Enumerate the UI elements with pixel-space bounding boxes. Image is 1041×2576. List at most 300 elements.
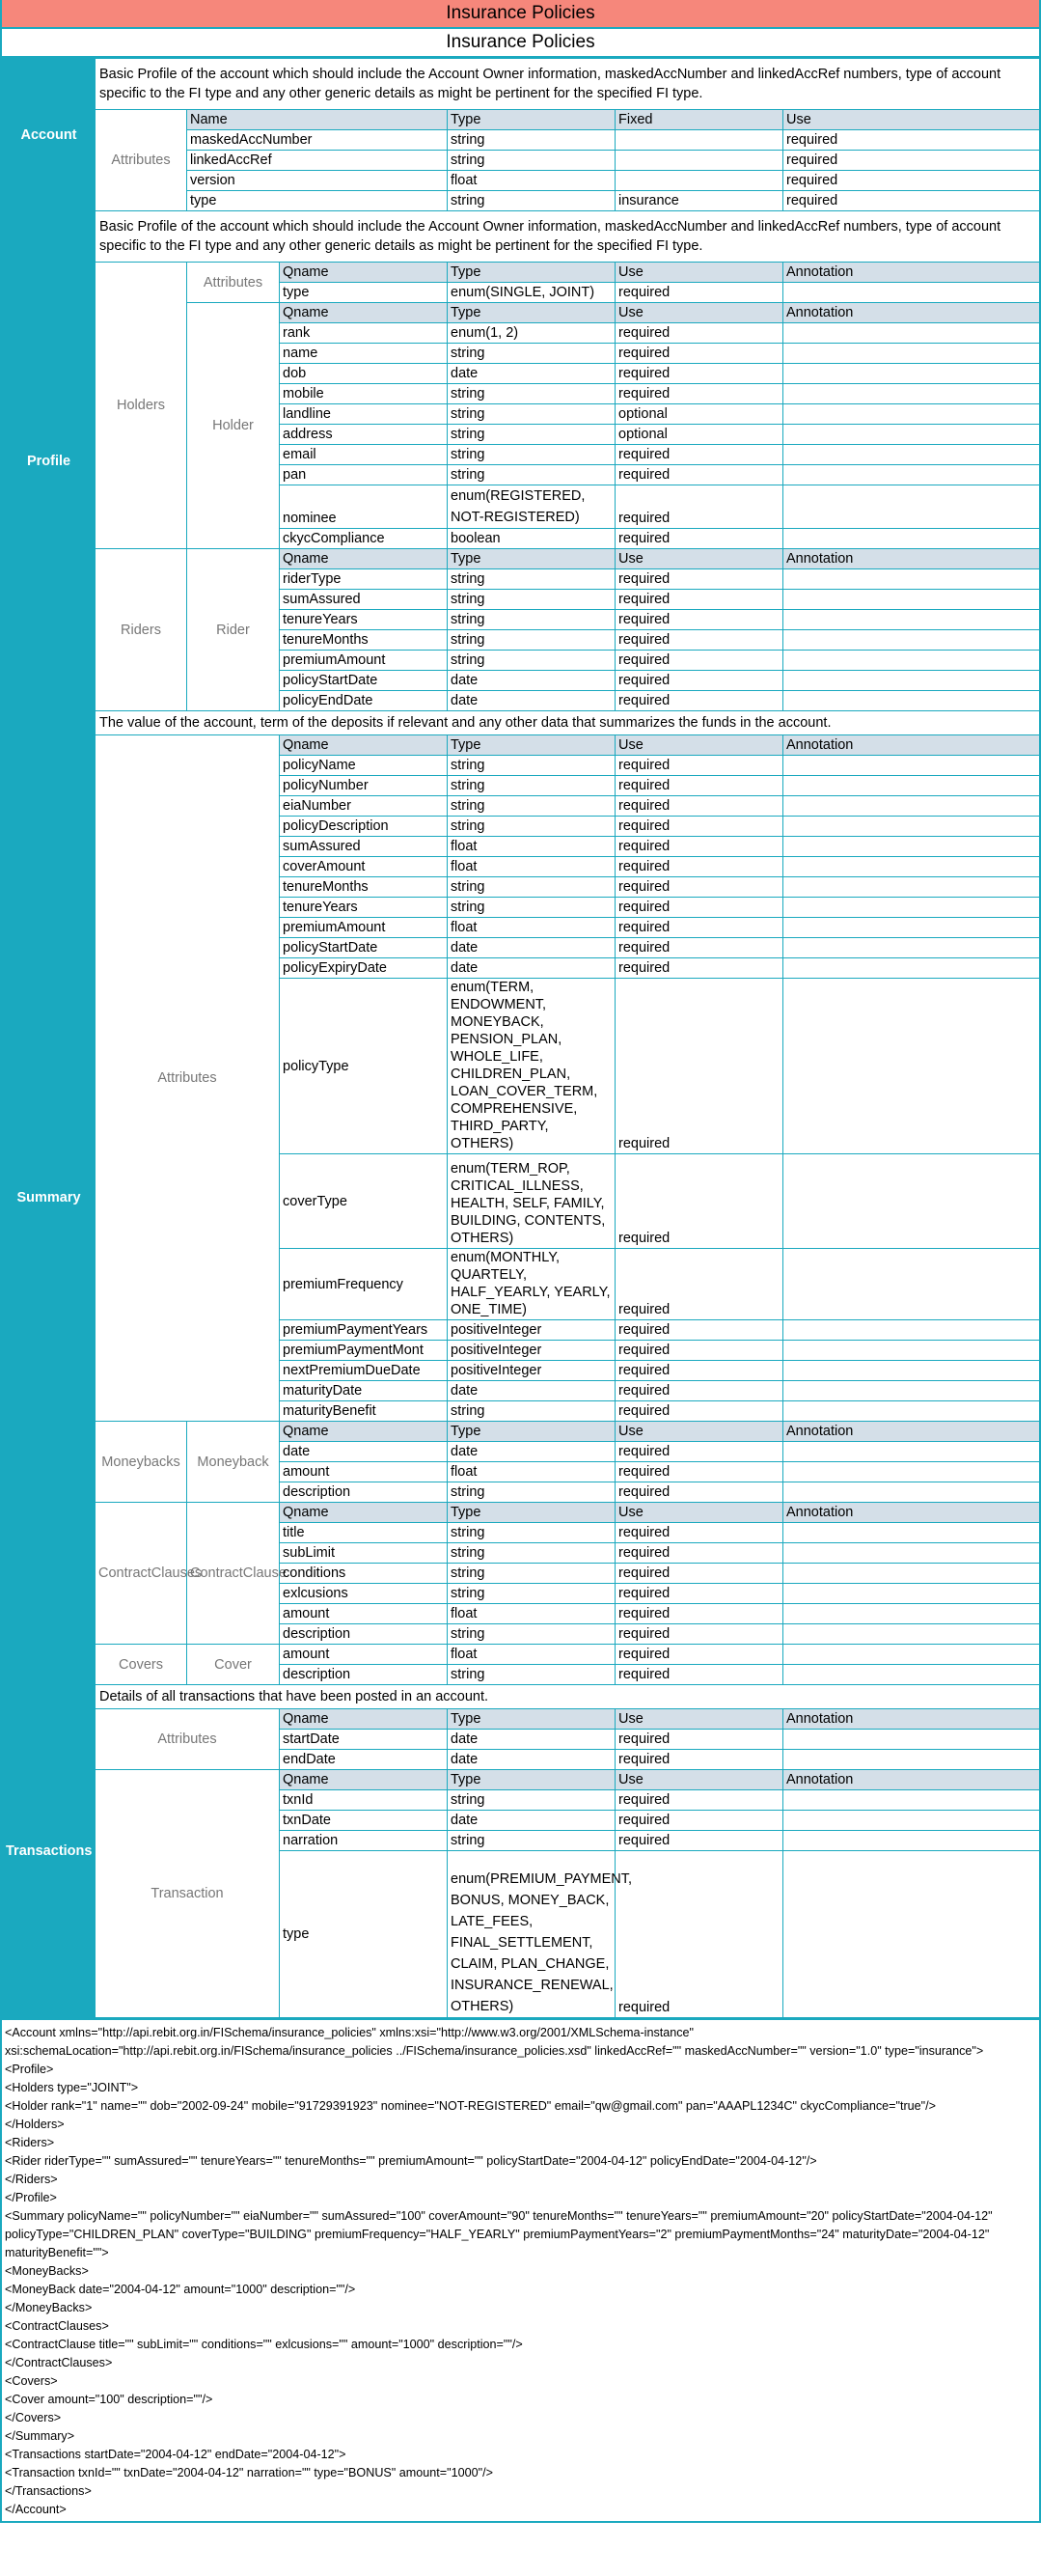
column-header-name: Qname <box>280 1709 448 1730</box>
attribute-type: date <box>448 1381 616 1401</box>
column-header-name: Qname <box>280 303 448 323</box>
attribute-name: name <box>280 344 448 364</box>
column-header-type: Type <box>448 549 616 569</box>
attribute-annotation <box>783 610 1040 630</box>
attribute-use: required <box>616 671 783 691</box>
table-row <box>3 1685 1040 1709</box>
attribute-name: sumAssured <box>280 590 448 610</box>
attribute-name: amount <box>280 1645 448 1665</box>
attribute-type: string <box>448 191 616 211</box>
attribute-use: required <box>616 1320 783 1341</box>
xml-line: </Transactions> <box>5 2484 92 2498</box>
table-row <box>3 549 1040 569</box>
column-header-type: Type <box>448 110 616 130</box>
attribute-name: tenureYears <box>280 898 448 918</box>
attribute-name: maturityDate <box>280 1381 448 1401</box>
attribute-name: maturityBenefit <box>280 1401 448 1422</box>
attribute-use: required <box>616 344 783 364</box>
attribute-annotation <box>783 465 1040 485</box>
attribute-type: string <box>448 1401 616 1422</box>
xml-line: </MoneyBacks> <box>5 2301 93 2314</box>
attribute-use: required <box>616 1624 783 1645</box>
attribute-type: date <box>448 1442 616 1462</box>
attribute-use: required <box>616 979 783 1154</box>
attribute-annotation <box>783 1730 1040 1750</box>
attribute-use: required <box>616 958 783 979</box>
attribute-use: required <box>616 445 783 465</box>
attribute-type: string <box>448 1790 616 1811</box>
attribute-use: required <box>616 1584 783 1604</box>
attribute-name: description <box>280 1624 448 1645</box>
attribute-use: optional <box>616 404 783 425</box>
attribute-name: premiumPaymentYears <box>280 1320 448 1341</box>
attribute-type: string <box>448 776 616 796</box>
attribute-name: conditions <box>280 1564 448 1584</box>
attribute-type: string <box>448 1564 616 1584</box>
attribute-type: string <box>448 877 616 898</box>
section-transactions: Transactions <box>3 1685 96 2018</box>
attribute-annotation <box>783 529 1040 549</box>
attribute-use: required <box>616 1851 783 2018</box>
table-row <box>3 735 1040 756</box>
attribute-annotation <box>783 344 1040 364</box>
column-header-type: Type <box>448 1709 616 1730</box>
attribute-name: premiumAmount <box>280 918 448 938</box>
transaction-label: Transaction <box>96 1770 280 2018</box>
xml-line: <MoneyBack date="2004-04-12" amount="1000" description=""/> <box>5 2283 356 2296</box>
attribute-use: required <box>616 465 783 485</box>
attribute-use: required <box>616 1482 783 1503</box>
attribute-use: required <box>616 1730 783 1750</box>
column-header-name: Qname <box>280 263 448 283</box>
attribute-annotation <box>783 1645 1040 1665</box>
attribute-use: required <box>616 1564 783 1584</box>
attribute-name: tenureMonths <box>280 877 448 898</box>
column-header-use: Use <box>616 263 783 283</box>
attribute-use: required <box>616 1154 783 1249</box>
attribute-name: riderType <box>280 569 448 590</box>
attribute-annotation <box>783 877 1040 898</box>
xml-line: <Account xmlns="http://api.rebit.org.in/FISchema/insurance_policies" xmlns:xsi="http://www.w3.org/2001/XMLSchema-instance" xsi:schemaLocation="http://api.rebit.org.in/FISchema/insurance_policies ../FISchema/insurance_policies.xsd" linkedAccRef="" maskedAccNumber="" version="1.0" type="insurance"> <box>5 2026 984 2058</box>
attribute-name: eiaNumber <box>280 796 448 817</box>
attribute-type: string <box>448 1665 616 1685</box>
attribute-name: txnDate <box>280 1811 448 1831</box>
attribute-name: rank <box>280 323 448 344</box>
attribute-annotation <box>783 1831 1040 1851</box>
attribute-annotation <box>783 1750 1040 1770</box>
attribute-type: float <box>448 1604 616 1624</box>
column-header-annotation: Annotation <box>783 1422 1040 1442</box>
attribute-type: enum(PREMIUM_PAYMENT, BONUS, MONEY_BACK, LATE_FEES, FINAL_SETTLEMENT, CLAIM, PLAN_CHANGE, INSURANCE_RENEWAL, OTHERS) <box>448 1851 616 2018</box>
attribute-annotation <box>783 1381 1040 1401</box>
attribute-name: exlcusions <box>280 1584 448 1604</box>
table-row <box>3 1645 1040 1665</box>
attribute-name: policyEndDate <box>280 691 448 711</box>
attribute-annotation <box>783 1361 1040 1381</box>
xml-line: </Profile> <box>5 2191 57 2204</box>
column-header-type: Type <box>448 303 616 323</box>
attribute-use: required <box>783 191 1040 211</box>
attribute-name: type <box>280 1851 448 2018</box>
attribute-annotation <box>783 918 1040 938</box>
attribute-use: required <box>616 691 783 711</box>
attribute-type: enum(1, 2) <box>448 323 616 344</box>
attribute-name: tenureYears <box>280 610 448 630</box>
attribute-use: required <box>616 817 783 837</box>
attribute-annotation <box>783 1564 1040 1584</box>
rider-label: Rider <box>187 549 280 711</box>
attribute-name: description <box>280 1665 448 1685</box>
attribute-type: string <box>448 384 616 404</box>
attribute-type: string <box>448 651 616 671</box>
attribute-use: required <box>616 1665 783 1685</box>
attribute-type: float <box>448 171 616 191</box>
schema-table <box>2 58 1040 2018</box>
attribute-annotation <box>783 1320 1040 1341</box>
table-row <box>3 110 1040 130</box>
attribute-type: string <box>448 445 616 465</box>
table-row <box>3 211 1040 263</box>
moneybacks-label: Moneybacks <box>96 1422 187 1503</box>
attribute-annotation <box>783 569 1040 590</box>
section-description: Basic Profile of the account which should include the Account Owner information, maskedAccNumber and linkedAccRef numbers, type of account specific to the FI type and any other generic details as might be pertinent for the specified FI type. <box>96 211 1040 263</box>
attribute-use: required <box>616 1442 783 1462</box>
attribute-use: required <box>616 1645 783 1665</box>
attribute-type: date <box>448 938 616 958</box>
attribute-type: string <box>448 425 616 445</box>
attribute-name: dob <box>280 364 448 384</box>
attribute-type: enum(MONTHLY, QUARTELY, HALF_YEARLY, YEARLY, ONE_TIME) <box>448 1249 616 1320</box>
attribute-name: version <box>187 171 448 191</box>
column-header-name: Name <box>187 110 448 130</box>
attribute-type: string <box>448 465 616 485</box>
column-header-fixed: Fixed <box>616 110 783 130</box>
attribute-type: date <box>448 958 616 979</box>
column-header-use: Use <box>616 549 783 569</box>
column-header-name: Qname <box>280 549 448 569</box>
attribute-annotation <box>783 671 1040 691</box>
attribute-use: required <box>616 1462 783 1482</box>
attribute-type: string <box>448 796 616 817</box>
attribute-annotation <box>783 938 1040 958</box>
attribute-type: string <box>448 569 616 590</box>
attribute-annotation <box>783 1851 1040 2018</box>
attribute-name: nextPremiumDueDate <box>280 1361 448 1381</box>
attribute-use: required <box>616 610 783 630</box>
xml-line: </ContractClauses> <box>5 2356 113 2369</box>
attribute-type: string <box>448 590 616 610</box>
attribute-use: required <box>616 485 783 529</box>
column-header-type: Type <box>448 735 616 756</box>
xml-sample <box>2 2018 1039 2521</box>
attribute-use: required <box>616 590 783 610</box>
attribute-type: enum(REGISTERED, NOT-REGISTERED) <box>448 485 616 529</box>
attribute-annotation <box>783 817 1040 837</box>
attribute-name: policyNumber <box>280 776 448 796</box>
attribute-name: address <box>280 425 448 445</box>
xml-line: <MoneyBacks> <box>5 2264 89 2278</box>
attribute-name: policyDescription <box>280 817 448 837</box>
attribute-annotation <box>783 1442 1040 1462</box>
attribute-type: positiveInteger <box>448 1361 616 1381</box>
attributes-label: Attributes <box>187 263 280 303</box>
holder-label: Holder <box>187 303 280 549</box>
attribute-use: required <box>616 1831 783 1851</box>
attribute-type: float <box>448 857 616 877</box>
attribute-annotation <box>783 898 1040 918</box>
attribute-annotation <box>783 651 1040 671</box>
column-header-use: Use <box>616 1770 783 1790</box>
attribute-type: string <box>448 1482 616 1503</box>
column-header-annotation: Annotation <box>783 549 1040 569</box>
attribute-annotation <box>783 1341 1040 1361</box>
xml-line: <Holders type="JOINT"> <box>5 2081 139 2094</box>
attribute-type: string <box>448 817 616 837</box>
document-title: Insurance Policies <box>2 0 1039 27</box>
contractclauses-label: ContractClauses <box>96 1503 187 1645</box>
attribute-fixed: insurance <box>616 191 783 211</box>
attribute-name: premiumFrequency <box>280 1249 448 1320</box>
attribute-type: float <box>448 1645 616 1665</box>
attribute-use: required <box>616 1341 783 1361</box>
xml-line: <Profile> <box>5 2063 54 2076</box>
attribute-annotation <box>783 1790 1040 1811</box>
attribute-name: txnId <box>280 1790 448 1811</box>
attribute-type: string <box>448 610 616 630</box>
attribute-type: string <box>448 404 616 425</box>
attribute-use: required <box>616 857 783 877</box>
section-summary: Summary <box>3 711 96 1685</box>
attribute-name: nominee <box>280 485 448 529</box>
attribute-type: date <box>448 671 616 691</box>
attribute-use: required <box>616 323 783 344</box>
attribute-fixed <box>616 151 783 171</box>
xml-line: <Summary policyName="" policyNumber="" eiaNumber="" sumAssured="100" coverAmount="90" tenureMonths="" tenureYears="" premiumAmount="20" policyStartDate="2004-04-12" policyType="CHILDREN_PLAN" coverType="BUILDING" premiumFrequency="HALF_YEARLY" premiumPaymentYears="2" premiumPaymentMonths="24" maturityDate="2004-04-12" maturityBenefit=""> <box>5 2209 997 2259</box>
attribute-use: required <box>616 364 783 384</box>
attribute-use: required <box>616 898 783 918</box>
attribute-annotation <box>783 979 1040 1154</box>
moneyback-label: Moneyback <box>187 1422 280 1503</box>
column-header-annotation: Annotation <box>783 263 1040 283</box>
attribute-annotation <box>783 1543 1040 1564</box>
attribute-type: float <box>448 1462 616 1482</box>
attribute-name: startDate <box>280 1730 448 1750</box>
attribute-type: enum(SINGLE, JOINT) <box>448 283 616 303</box>
attribute-annotation <box>783 1604 1040 1624</box>
column-header-name: Qname <box>280 735 448 756</box>
attribute-name: endDate <box>280 1750 448 1770</box>
attribute-name: maskedAccNumber <box>187 130 448 151</box>
attributes-label: Attributes <box>96 110 187 211</box>
attribute-name: title <box>280 1523 448 1543</box>
attribute-name: description <box>280 1482 448 1503</box>
attribute-use: required <box>616 1750 783 1770</box>
attribute-annotation <box>783 1249 1040 1320</box>
attribute-use: required <box>616 283 783 303</box>
attribute-type: string <box>448 130 616 151</box>
attribute-type: positiveInteger <box>448 1341 616 1361</box>
attribute-fixed <box>616 171 783 191</box>
attribute-annotation <box>783 364 1040 384</box>
xml-line: </Riders> <box>5 2173 58 2186</box>
attribute-annotation <box>783 425 1040 445</box>
xml-line: <Cover amount="100" description=""/> <box>5 2393 213 2406</box>
column-header-annotation: Annotation <box>783 1709 1040 1730</box>
attribute-type: string <box>448 756 616 776</box>
column-header-use: Use <box>616 1709 783 1730</box>
column-header-use: Use <box>616 303 783 323</box>
column-header-type: Type <box>448 1422 616 1442</box>
attribute-annotation <box>783 384 1040 404</box>
column-header-use: Use <box>783 110 1040 130</box>
attribute-type: enum(TERM_ROP, CRITICAL_ILLNESS, HEALTH, SELF, FAMILY, BUILDING, CONTENTS, OTHERS) <box>448 1154 616 1249</box>
table-row <box>3 711 1040 735</box>
attribute-annotation <box>783 776 1040 796</box>
attribute-type: string <box>448 344 616 364</box>
attribute-use: required <box>616 1361 783 1381</box>
column-header-type: Type <box>448 1503 616 1523</box>
attribute-name: policyExpiryDate <box>280 958 448 979</box>
attribute-name: landline <box>280 404 448 425</box>
attribute-name: ckycCompliance <box>280 529 448 549</box>
attribute-type: float <box>448 837 616 857</box>
xml-line: <Transaction txnId="" txnDate="2004-04-12" narration="" type="BONUS" amount="1000"/> <box>5 2466 493 2479</box>
column-header-name: Qname <box>280 1422 448 1442</box>
attribute-use: required <box>616 877 783 898</box>
attribute-type: string <box>448 1523 616 1543</box>
attribute-name: email <box>280 445 448 465</box>
xml-line: <Transactions startDate="2004-04-12" endDate="2004-04-12"> <box>5 2448 346 2461</box>
column-header-annotation: Annotation <box>783 1503 1040 1523</box>
column-header-use: Use <box>616 735 783 756</box>
covers-label: Covers <box>96 1645 187 1685</box>
attribute-annotation <box>783 1665 1040 1685</box>
attribute-annotation <box>783 796 1040 817</box>
attribute-use: required <box>616 938 783 958</box>
attribute-use: required <box>616 1790 783 1811</box>
cover-label: Cover <box>187 1645 280 1685</box>
attribute-use: required <box>616 651 783 671</box>
attribute-name: policyStartDate <box>280 938 448 958</box>
attribute-type: date <box>448 364 616 384</box>
attribute-type: string <box>448 1584 616 1604</box>
attribute-name: type <box>280 283 448 303</box>
column-header-use: Use <box>616 1503 783 1523</box>
attribute-use: required <box>616 1381 783 1401</box>
attribute-name: coverAmount <box>280 857 448 877</box>
attribute-name: coverType <box>280 1154 448 1249</box>
xml-line: </Covers> <box>5 2411 62 2424</box>
attribute-annotation <box>783 1811 1040 1831</box>
column-header-type: Type <box>448 263 616 283</box>
attribute-use: required <box>616 1401 783 1422</box>
attribute-annotation <box>783 485 1040 529</box>
xml-line: <Holder rank="1" name="" dob="2002-09-24" mobile="91729391923" nominee="NOT-REGISTERED" email="qw@gmail.com" pan="AAAPL1234C" ckycCompliance="true"/> <box>5 2099 936 2113</box>
xml-line: <Rider riderType="" sumAssured="" tenureYears="" tenureMonths="" premiumAmount="" policyStartDate="2004-04-12" policyEndDate="2004-04-12"/> <box>5 2154 817 2168</box>
attribute-type: string <box>448 898 616 918</box>
attribute-type: string <box>448 151 616 171</box>
attribute-use: required <box>616 1811 783 1831</box>
attribute-annotation <box>783 404 1040 425</box>
attribute-type: string <box>448 1831 616 1851</box>
column-header-name: Qname <box>280 1503 448 1523</box>
table-row <box>3 1709 1040 1730</box>
column-header-use: Use <box>616 1422 783 1442</box>
section-description: Details of all transactions that have been posted in an account. <box>96 1685 1040 1709</box>
attribute-use: required <box>783 130 1040 151</box>
attribute-annotation <box>783 283 1040 303</box>
attribute-use: optional <box>616 425 783 445</box>
attribute-annotation <box>783 1462 1040 1482</box>
attribute-name: tenureMonths <box>280 630 448 651</box>
attribute-use: required <box>616 796 783 817</box>
attribute-use: required <box>616 776 783 796</box>
attribute-annotation <box>783 1584 1040 1604</box>
attribute-annotation <box>783 958 1040 979</box>
attribute-name: narration <box>280 1831 448 1851</box>
attribute-use: required <box>616 1523 783 1543</box>
column-header-annotation: Annotation <box>783 735 1040 756</box>
attribute-annotation <box>783 1401 1040 1422</box>
attribute-annotation <box>783 857 1040 877</box>
attribute-annotation <box>783 590 1040 610</box>
attribute-name: policyStartDate <box>280 671 448 691</box>
attribute-name: policyType <box>280 979 448 1154</box>
table-row <box>3 1503 1040 1523</box>
attribute-type: positiveInteger <box>448 1320 616 1341</box>
table-row <box>3 263 1040 283</box>
attribute-type: date <box>448 1730 616 1750</box>
contractclause-label: ContractClause <box>187 1503 280 1645</box>
attribute-type: enum(TERM, ENDOWMENT, MONEYBACK, PENSION_PLAN, WHOLE_LIFE, CHILDREN_PLAN, LOAN_COVER_TERM, COMPREHENSIVE, THIRD_PARTY, OTHERS) <box>448 979 616 1154</box>
attribute-name: linkedAccRef <box>187 151 448 171</box>
attribute-type: float <box>448 918 616 938</box>
section-account: Account <box>3 59 96 211</box>
section-description: The value of the account, term of the deposits if relevant and any other data that summarizes the funds in the account. <box>96 711 1040 735</box>
xml-line: <Covers> <box>5 2374 58 2388</box>
attribute-name: mobile <box>280 384 448 404</box>
attribute-annotation <box>783 756 1040 776</box>
attribute-name: type <box>187 191 448 211</box>
attribute-annotation <box>783 630 1040 651</box>
xml-line: </Holders> <box>5 2118 65 2131</box>
attributes-label: Attributes <box>96 735 280 1422</box>
attribute-use: required <box>616 630 783 651</box>
attribute-name: pan <box>280 465 448 485</box>
attribute-use: required <box>783 151 1040 171</box>
attribute-type: string <box>448 1543 616 1564</box>
column-header-annotation: Annotation <box>783 1770 1040 1790</box>
attribute-annotation <box>783 1482 1040 1503</box>
attribute-annotation <box>783 691 1040 711</box>
attribute-type: string <box>448 1624 616 1645</box>
attribute-type: date <box>448 1750 616 1770</box>
table-row <box>3 1422 1040 1442</box>
attribute-name: policyName <box>280 756 448 776</box>
attribute-type: string <box>448 630 616 651</box>
attribute-type: date <box>448 1811 616 1831</box>
document-subtitle: Insurance Policies <box>2 27 1039 58</box>
attribute-use: required <box>616 918 783 938</box>
attribute-name: amount <box>280 1462 448 1482</box>
xml-line: </Summary> <box>5 2429 75 2443</box>
attribute-name: amount <box>280 1604 448 1624</box>
xml-line: <ContractClauses> <box>5 2319 109 2333</box>
attribute-annotation <box>783 1624 1040 1645</box>
attribute-annotation <box>783 323 1040 344</box>
section-description: Basic Profile of the account which should include the Account Owner information, maskedAccNumber and linkedAccRef numbers, type of account specific to the FI type and any other generic details as might be pertinent for the specified FI type. <box>96 59 1040 110</box>
riders-label: Riders <box>96 549 187 711</box>
